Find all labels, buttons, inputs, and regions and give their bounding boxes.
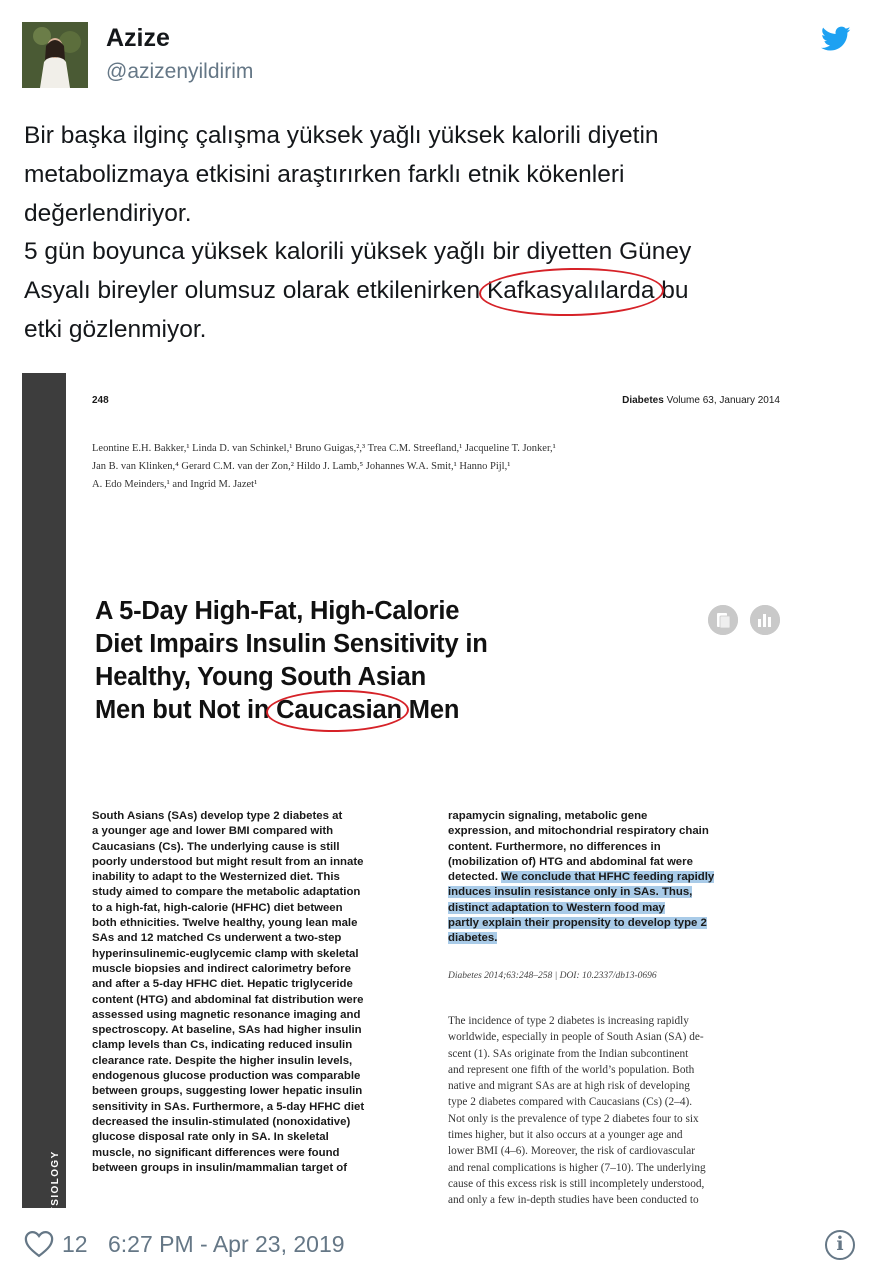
text-line: lower BMI (4–6). Moreover, the risk of cardiovascular: [448, 1145, 696, 1158]
title-line: Healthy, Young South Asian: [95, 663, 427, 691]
introduction-text: [448, 1013, 783, 1209]
text-line: and only a few in-depth studies have been conducted to: [448, 1194, 699, 1207]
text-line: rapamycin signaling, metabolic gene: [448, 810, 648, 822]
title-line: A 5-Day High-Fat, High-Calorie: [95, 597, 460, 625]
text-line: [448, 931, 788, 946]
text-line: study aimed to compare the metabolic adaptation: [92, 886, 361, 899]
abstract-right-plain: [448, 809, 788, 870]
text-line: native and migrant SAs are at high risk of developing: [448, 1080, 690, 1093]
paper-sidebar: [22, 373, 66, 1208]
tweet-footer: [22, 1228, 855, 1260]
journal-name: Diabetes: [622, 395, 664, 406]
journal-issue: Volume 63, January 2014: [663, 395, 780, 406]
text-line: and represent one fifth of the world’s population. Both: [448, 1063, 695, 1076]
abstract-line: [448, 870, 788, 885]
text-line: glucose disposal rate only in SA. In skeletal: [92, 1131, 329, 1144]
highlighted-text: induces insulin resistance only in SAs. Thus,: [448, 886, 693, 899]
circled-word-text: Kafkasyalılarda: [486, 277, 655, 305]
text-line: muscle biopsies and indirect calorimetry before: [92, 962, 351, 975]
highlighted-text: partly explain their propensity to develop type 2: [448, 917, 707, 930]
text-line: (mobilization of) HTG and abdominal fat were: [448, 855, 693, 868]
text-line: expression, and mitochondrial respiratory chain: [448, 825, 709, 838]
text-line: clearance rate. Despite the higher insulin levels,: [92, 1054, 353, 1067]
text-line: type 2 diabetes compared with Caucasians (Cs) (2–4).: [448, 1096, 693, 1109]
text-line: a younger age and lower BMI compared with: [92, 825, 334, 838]
abstract-left-column: [92, 809, 427, 1176]
text-line: content (HTG) and abdominal fat distribution were: [92, 993, 364, 1006]
author-line: Jan B. van Klinken,⁴ Gerard C.M. van der Zon,² Hildo J. Lamb,⁵ Johannes W.A. Smit,¹ Hanno Pijl,¹: [92, 461, 511, 472]
text-line: both ethnicities. Twelve healthy, young lean male: [92, 917, 358, 930]
paper-title: [95, 595, 615, 727]
text-line: spectroscopy. At baseline, SAs had higher insulin: [92, 1024, 362, 1037]
text-line: hyperinsulinemic-euglycemic clamp with skeletal: [92, 947, 359, 960]
text-line: clamp levels than Cs, indicating reduced insulin: [92, 1039, 353, 1052]
text-line: South Asians (SAs) develop type 2 diabetes at: [92, 810, 343, 822]
title-line: Diet Impairs Insulin Sensitivity in: [95, 630, 488, 658]
timestamp[interactable]: 6:27 PM - Apr 23, 2019: [108, 1231, 345, 1257]
abstract-text: detected.: [448, 871, 502, 884]
text-line: muscle, no significant differences were found: [92, 1146, 340, 1159]
text-line: inability to adapt to the Westernized diet. This: [92, 871, 340, 884]
journal-header: [622, 395, 780, 406]
tweet-line: Bir başka ilginç çalışma yüksek yağlı yüksek kalorili diyetin: [24, 122, 659, 149]
highlighted-text: We conclude that HFHC feeding rapidly: [501, 871, 715, 884]
tweet-text: [24, 117, 834, 350]
text-line: cause of this excess risk is still incompletely understood,: [448, 1177, 705, 1190]
circled-word: [276, 694, 402, 727]
text-line: and after a 5-day HFHC diet. Hepatic triglyceride: [92, 978, 353, 991]
text-line: The incidence of type 2 diabetes is increasing rapidly: [448, 1015, 689, 1027]
text-line: SAs and 12 matched Cs underwent a two-step: [92, 932, 342, 945]
text-line: [448, 885, 788, 900]
text-line: Not only is the prevalence of type 2 diabetes four to six: [448, 1112, 699, 1125]
circled-word-text: Caucasian: [276, 696, 402, 724]
open-access-icon: [708, 605, 738, 635]
text-line: times higher, but it also occurs at a younger age and: [448, 1129, 683, 1142]
text-line: Caucasians (Cs). The underlying cause is still: [92, 840, 340, 853]
title-segment: Men but Not in: [95, 696, 277, 724]
text-line: sensitivity in SAs. Furthermore, a 5-day HFHC diet: [92, 1100, 365, 1113]
tweet-line: etki gözlenmiyor.: [24, 315, 207, 343]
circled-word: [487, 272, 655, 311]
data-supplement-icon: [750, 605, 780, 635]
display-name[interactable]: Azize: [106, 24, 170, 52]
twitter-bird-icon[interactable]: [821, 26, 851, 52]
profile-photo: [22, 22, 88, 88]
text-line: between groups in insulin/mammalian target of: [92, 1161, 348, 1174]
highlighted-text: diabetes.: [448, 932, 498, 945]
text-line: [448, 916, 788, 931]
text-line: worldwide, especially in people of South Asian (SA) de-: [448, 1031, 704, 1044]
text-line: and renal complications is higher (7–10). The underlying: [448, 1161, 706, 1174]
abstract-right-column: [448, 809, 788, 947]
text-line: poorly understood but might result from an innate: [92, 855, 364, 868]
sidebar-label: PATHOPHYSIOLOGY: [50, 1150, 61, 1271]
text-line: endogenous glucose production was comparable: [92, 1070, 361, 1083]
avatar[interactable]: [22, 22, 88, 88]
tweet-line: metabolizmaya etkisini araştırırken farklı etnik kökenleri: [24, 160, 625, 188]
text-line: content. Furthermore, no differences in: [448, 840, 661, 853]
user-handle[interactable]: @azizenyildirim: [106, 60, 254, 83]
title-line: [95, 694, 615, 727]
like-count[interactable]: 12: [62, 1231, 88, 1257]
tweet-text-segment: bu: [654, 277, 689, 305]
highlighted-text: distinct adaptation to Western food may: [448, 901, 665, 914]
text-line: between groups, suggesting lower hepatic insulin: [92, 1085, 363, 1098]
text-line: assessed using magnetic resonance imaging and: [92, 1008, 361, 1021]
title-segment: Men: [401, 696, 460, 724]
page-number: 248: [92, 395, 109, 406]
text-line: scent (1). SAs originate from the Indian subcontinent: [448, 1047, 689, 1060]
info-icon[interactable]: i: [825, 1230, 855, 1260]
tweet-line: değerlendiriyor.: [24, 199, 192, 227]
author-line: Leontine E.H. Bakker,¹ Linda D. van Schinkel,¹ Bruno Guigas,²,³ Trea C.M. Streefland,¹ Jacqueline T. Jonker,¹: [92, 443, 556, 454]
tweet-text-segment: Asyalı bireyler olumsuz olarak etkilenirken: [24, 277, 487, 305]
tweet-line: [24, 272, 834, 311]
text-line: to a high-fat, high-calorie (HFHC) diet between: [92, 901, 343, 914]
abstract-right-highlighted: [448, 885, 788, 946]
tweet-line: 5 gün boyunca yüksek kalorili yüksek yağlı bir diyetten Güney: [24, 238, 692, 266]
heart-icon[interactable]: [24, 1230, 54, 1258]
text-line: decreased the insulin-stimulated (nonoxidative): [92, 1115, 351, 1128]
author-list: [92, 440, 712, 494]
citation: Diabetes 2014;63:248–258 | DOI: 10.2337/db13-0696: [448, 971, 657, 981]
text-line: [448, 901, 788, 916]
author-line: A. Edo Meinders,¹ and Ingrid M. Jazet¹: [92, 479, 258, 490]
